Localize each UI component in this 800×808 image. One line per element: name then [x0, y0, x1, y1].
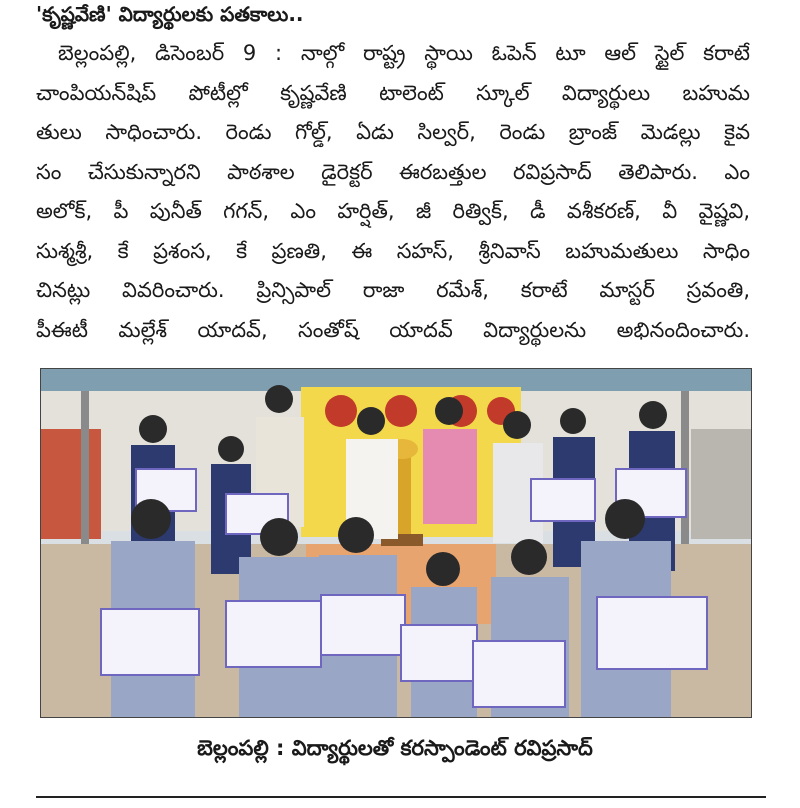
- article-line-5: అలోక్, పీ పునీత్ గగన్, ఎం హర్షిత్, జీ రిత్విక్, డీ వశీకరణ్, వీ వైష్ణవి,: [36, 199, 750, 223]
- photo-caption: బెల్లంపల్లి : విద్యార్థులతో కరస్పాండెంట్ రవిప్రసాద్: [197, 736, 593, 760]
- article-line-1: బెల్లంపల్లి, డిసెంబర్ 9 : నాల్గో రాష్ట్ర స్థాయి ఓపెన్ టూ ఆల్ స్టైల్ కరాటే: [58, 41, 750, 65]
- bottom-divider: [36, 796, 766, 798]
- article-line-2: చాంపియన్‌షిప్ పోటీల్లో కృష్ణవేణి టాలెంట్ స్కూల్ విద్యార్థులు బహుమ: [36, 80, 750, 105]
- article-line-8: పీఈటీ మల్లేశ్ యాదవ్, సంతోష్ యాదవ్ విద్యార్థులను అభినందించారు.: [36, 317, 750, 342]
- article-line-6: సుశ్మశ్రీ, కే ప్రశంస, కే ప్రణతి, ఈ సహస్, శ్రీనివాస్ బహుమతులు సాధిం: [36, 238, 750, 263]
- article-headline: 'కృష్ణవేణి' విద్యార్థులకు పతకాలు..: [36, 2, 304, 26]
- group-photo: [40, 368, 752, 718]
- article-body: [36, 34, 750, 350]
- article-line-7: చినట్లు వివరించారు. ప్రిన్సిపాల్ రాజా రమేశ్, కరాటే మాస్టర్ స్రవంతి,: [36, 278, 750, 302]
- group-photo-illustration: [41, 369, 751, 717]
- article-line-4: సం చేసుకున్నారని పాఠశాల డైరెక్టర్ ఈరబత్తుల రవిప్రసాద్ తెలిపారు. ఎం: [36, 159, 750, 184]
- article-line-3: తులు సాధించారు. రెండు గోల్డ్, ఏడు సిల్వర్, రెండు బ్రాంజ్ మెడల్లు కైవ: [36, 120, 750, 144]
